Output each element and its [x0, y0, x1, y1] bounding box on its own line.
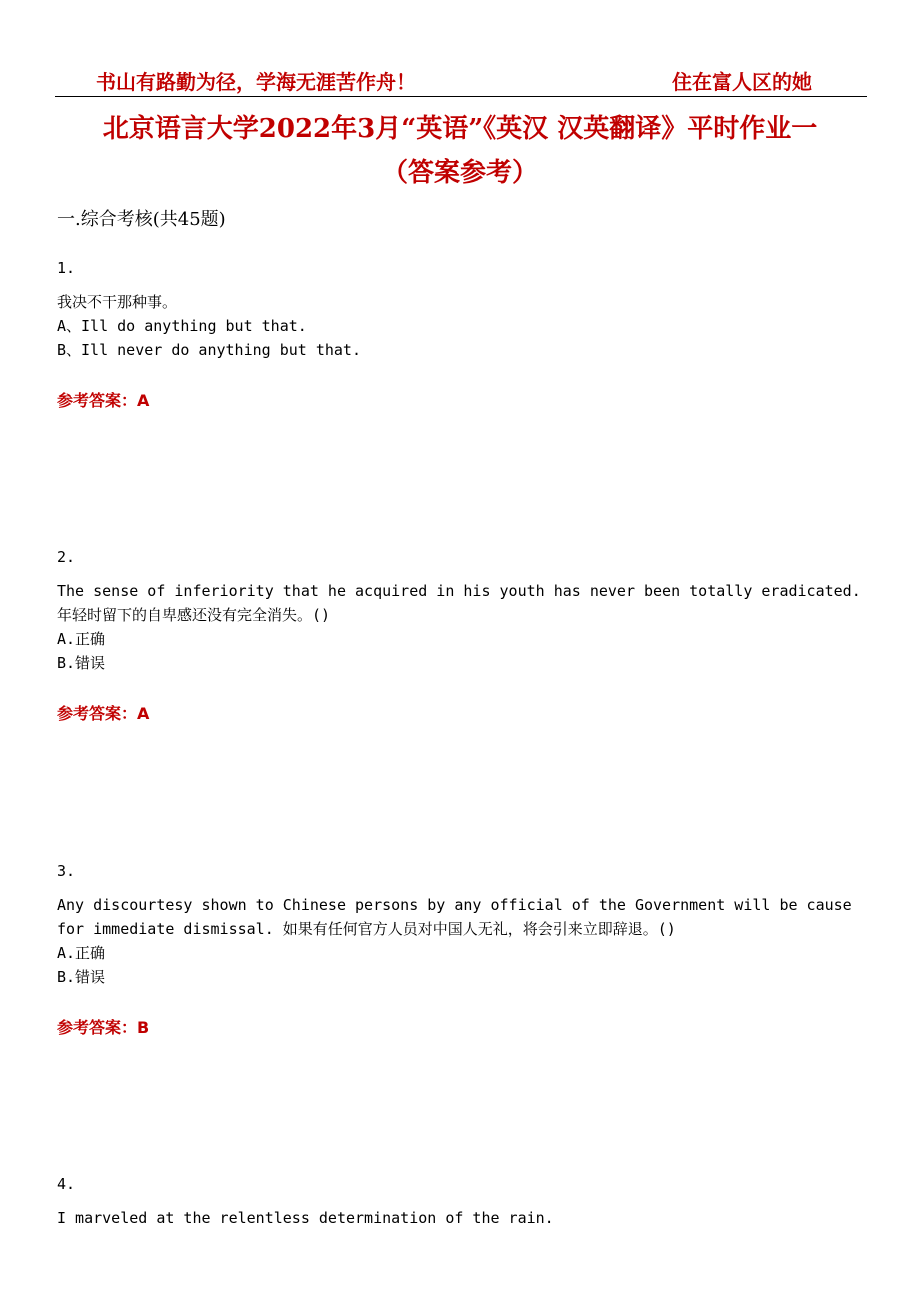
question-2 [57, 545, 869, 675]
question-3 [57, 859, 869, 989]
question-text: I marveled at the relentless determination of the rain. [57, 1209, 554, 1227]
option-a: A.正确 [57, 630, 106, 648]
question-number: 4. [57, 1175, 76, 1193]
question-text: 我决不干那种事。 [57, 293, 178, 311]
question-text-cont: for immediate dismissal. 如果有任何官方人员对中国人无礼，将会引来立即辞退。() [57, 920, 676, 938]
answer-3: 参考答案：B [57, 1018, 150, 1037]
page-subtitle: （答案参考） [381, 158, 538, 188]
option-a: A、Ill do anything but that. [57, 317, 307, 335]
page-title: 北京语言大学2022年3月“英语”《英汉 汉英翻译》平时作业一 [102, 114, 818, 144]
header-divider [55, 96, 867, 97]
question-number: 3. [57, 862, 76, 880]
header-author: 住在富人区的她 [672, 70, 812, 94]
question-1 [57, 256, 869, 362]
question-text-cn: 年轻时留下的自卑感还没有完全消失。() [57, 606, 331, 624]
answer-2: 参考答案：A [57, 704, 150, 723]
option-b: B.错误 [57, 968, 106, 986]
answer-1: 参考答案：A [57, 391, 150, 410]
question-text: Any discourtesy shown to Chinese persons by any official of the Government will be cause [57, 896, 852, 914]
question-text: The sense of inferiority that he acquired in his youth has never been totally eradicated. [57, 582, 861, 600]
option-a: A.正确 [57, 944, 106, 962]
question-number: 1. [57, 259, 76, 277]
option-b: B、Ill never do anything but that. [57, 341, 361, 359]
option-b: B.错误 [57, 654, 106, 672]
question-4 [57, 1172, 869, 1230]
section-heading: 一.综合考核(共45题) [57, 209, 226, 230]
header-motto: 书山有路勤为径，学海无涯苦作舟！ [96, 70, 416, 94]
question-number: 2. [57, 548, 76, 566]
